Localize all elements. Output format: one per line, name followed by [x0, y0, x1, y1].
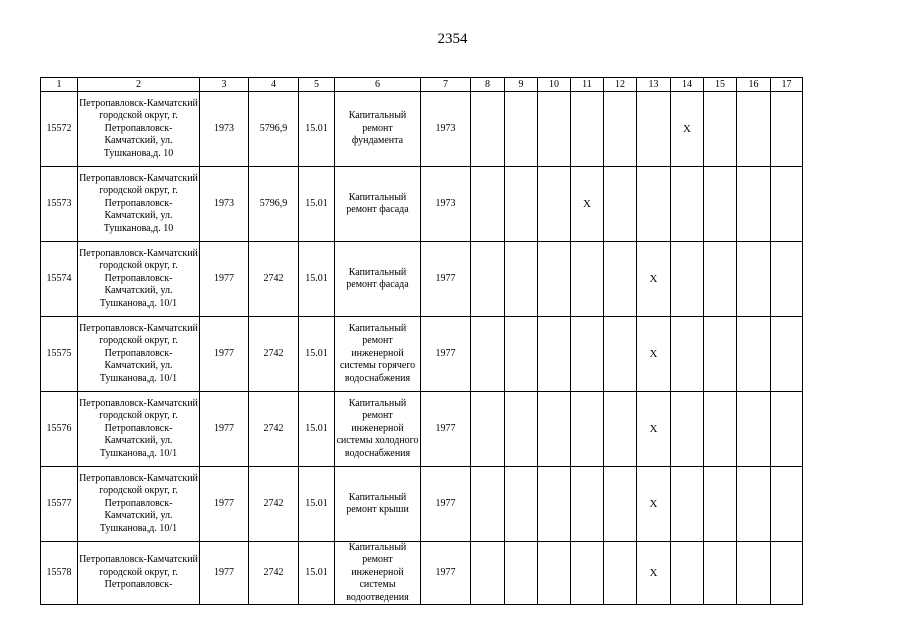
record-id-cell: 15578: [41, 542, 78, 605]
code-cell: 15.01: [299, 542, 335, 605]
empty-cell: [737, 467, 771, 542]
year-cell: 1973: [421, 167, 471, 242]
code-cell: 15.01: [299, 317, 335, 392]
area-cell: 5796,9: [249, 92, 299, 167]
area-cell: 2742: [249, 467, 299, 542]
area-cell: 2742: [249, 392, 299, 467]
code-cell: 15.01: [299, 392, 335, 467]
empty-cell: [571, 392, 604, 467]
empty-cell: [505, 317, 538, 392]
record-id-cell: 15572: [41, 92, 78, 167]
address-cell: Петропавловск-Камчатский городской округ, г. Петропавловск-Камчатский, ул. Тушканова,д. 10/1: [78, 242, 200, 317]
column-header-7: 7: [421, 78, 471, 92]
column-header-17: 17: [771, 78, 803, 92]
empty-cell: [538, 242, 571, 317]
column-header-2: 2: [78, 78, 200, 92]
empty-cell: [771, 92, 803, 167]
column-header-15: 15: [704, 78, 737, 92]
empty-cell: [538, 167, 571, 242]
record-id-cell: 15577: [41, 467, 78, 542]
empty-cell: [538, 392, 571, 467]
empty-cell: [538, 317, 571, 392]
empty-cell: [604, 542, 637, 605]
mark-cell: X: [637, 317, 671, 392]
table-row: [41, 542, 803, 605]
empty-cell: [771, 242, 803, 317]
empty-cell: [771, 392, 803, 467]
empty-cell: [571, 467, 604, 542]
work-type-cell: Капитальный ремонт фундамента: [335, 92, 421, 167]
empty-cell: [771, 167, 803, 242]
column-header-9: 9: [505, 78, 538, 92]
empty-cell: [471, 167, 505, 242]
table-row: [41, 242, 803, 317]
record-id-cell: 15573: [41, 167, 78, 242]
work-type-cell: Капитальный ремонт инженерной системы водоотведения: [335, 542, 421, 605]
year-cell: 1977: [421, 242, 471, 317]
table-row: [41, 317, 803, 392]
empty-cell: [538, 92, 571, 167]
empty-cell: [538, 467, 571, 542]
empty-cell: [471, 242, 505, 317]
empty-cell: [604, 317, 637, 392]
table-row: [41, 92, 803, 167]
column-header-6: 6: [335, 78, 421, 92]
column-header-3: 3: [200, 78, 249, 92]
empty-cell: [737, 167, 771, 242]
empty-cell: [471, 467, 505, 542]
code-cell: 15.01: [299, 167, 335, 242]
table-row: [41, 167, 803, 242]
year-cell: 1977: [421, 467, 471, 542]
column-header-12: 12: [604, 78, 637, 92]
column-header-4: 4: [249, 78, 299, 92]
empty-cell: [604, 167, 637, 242]
empty-cell: [737, 317, 771, 392]
empty-cell: [771, 542, 803, 605]
year-built-cell: 1977: [200, 467, 249, 542]
empty-cell: [737, 542, 771, 605]
empty-cell: [505, 392, 538, 467]
column-header-16: 16: [737, 78, 771, 92]
page-number: 2354: [437, 31, 468, 47]
area-cell: 5796,9: [249, 167, 299, 242]
empty-cell: [704, 542, 737, 605]
address-cell: Петропавловск-Камчатский городской округ, г. Петропавловск-Камчатский, ул. Тушканова,д. 10/1: [78, 317, 200, 392]
table-body: [41, 92, 803, 605]
column-header-8: 8: [471, 78, 505, 92]
year-cell: 1977: [421, 542, 471, 605]
empty-cell: [771, 467, 803, 542]
address-cell: Петропавловск-Камчатский городской округ, г. Петропавловск-: [78, 542, 200, 605]
area-cell: 2742: [249, 317, 299, 392]
year-built-cell: 1977: [200, 317, 249, 392]
empty-cell: [471, 317, 505, 392]
year-cell: 1977: [421, 392, 471, 467]
empty-cell: [471, 392, 505, 467]
empty-cell: [704, 167, 737, 242]
address-cell: Петропавловск-Камчатский городской округ, г. Петропавловск-Камчатский, ул. Тушканова,д. 10: [78, 92, 200, 167]
column-header-14: 14: [671, 78, 704, 92]
empty-cell: [671, 392, 704, 467]
column-header-5: 5: [299, 78, 335, 92]
empty-cell: [538, 542, 571, 605]
empty-cell: [737, 392, 771, 467]
mark-cell: X: [637, 467, 671, 542]
mark-cell: X: [637, 392, 671, 467]
year-cell: 1977: [421, 317, 471, 392]
address-cell: Петропавловск-Камчатский городской округ, г. Петропавловск-Камчатский, ул. Тушканова,д. 10/1: [78, 392, 200, 467]
mark-cell: X: [637, 242, 671, 317]
empty-cell: [704, 242, 737, 317]
column-header-1: 1: [41, 78, 78, 92]
empty-cell: [671, 317, 704, 392]
record-id-cell: 15574: [41, 242, 78, 317]
empty-cell: [704, 317, 737, 392]
empty-cell: [671, 542, 704, 605]
mark-cell: X: [637, 542, 671, 605]
column-header-10: 10: [538, 78, 571, 92]
empty-cell: [505, 542, 538, 605]
column-header-13: 13: [637, 78, 671, 92]
area-cell: 2742: [249, 242, 299, 317]
empty-cell: [571, 92, 604, 167]
year-built-cell: 1977: [200, 542, 249, 605]
address-cell: Петропавловск-Камчатский городской округ, г. Петропавловск-Камчатский, ул. Тушканова,д. 10/1: [78, 467, 200, 542]
record-id-cell: 15575: [41, 317, 78, 392]
work-type-cell: Капитальный ремонт фасада: [335, 167, 421, 242]
year-built-cell: 1973: [200, 92, 249, 167]
register-table: [40, 77, 803, 605]
mark-cell: X: [671, 92, 704, 167]
empty-cell: [505, 242, 538, 317]
code-cell: 15.01: [299, 242, 335, 317]
table-row: [41, 467, 803, 542]
work-type-cell: Капитальный ремонт инженерной системы горячего водоснабжения: [335, 317, 421, 392]
mark-cell: X: [571, 167, 604, 242]
empty-cell: [505, 92, 538, 167]
year-cell: 1973: [421, 92, 471, 167]
table-row: [41, 392, 803, 467]
empty-cell: [604, 242, 637, 317]
address-cell: Петропавловск-Камчатский городской округ, г. Петропавловск-Камчатский, ул. Тушканова,д. 10: [78, 167, 200, 242]
empty-cell: [704, 392, 737, 467]
empty-cell: [604, 392, 637, 467]
year-built-cell: 1973: [200, 167, 249, 242]
empty-cell: [671, 167, 704, 242]
work-type-cell: Капитальный ремонт крыши: [335, 467, 421, 542]
empty-cell: [471, 92, 505, 167]
empty-cell: [571, 542, 604, 605]
empty-cell: [671, 467, 704, 542]
code-cell: 15.01: [299, 467, 335, 542]
empty-cell: [771, 317, 803, 392]
empty-cell: [637, 92, 671, 167]
empty-cell: [637, 167, 671, 242]
empty-cell: [505, 167, 538, 242]
work-type-cell: Капитальный ремонт фасада: [335, 242, 421, 317]
empty-cell: [604, 467, 637, 542]
empty-cell: [737, 242, 771, 317]
area-cell: 2742: [249, 542, 299, 605]
year-built-cell: 1977: [200, 242, 249, 317]
code-cell: 15.01: [299, 92, 335, 167]
empty-cell: [505, 467, 538, 542]
header-row: [41, 78, 803, 92]
record-id-cell: 15576: [41, 392, 78, 467]
year-built-cell: 1977: [200, 392, 249, 467]
empty-cell: [571, 317, 604, 392]
empty-cell: [471, 542, 505, 605]
empty-cell: [704, 467, 737, 542]
empty-cell: [571, 242, 604, 317]
empty-cell: [737, 92, 771, 167]
work-type-cell: Капитальный ремонт инженерной системы холодного водоснабжения: [335, 392, 421, 467]
empty-cell: [671, 242, 704, 317]
column-header-11: 11: [571, 78, 604, 92]
empty-cell: [604, 92, 637, 167]
empty-cell: [704, 92, 737, 167]
